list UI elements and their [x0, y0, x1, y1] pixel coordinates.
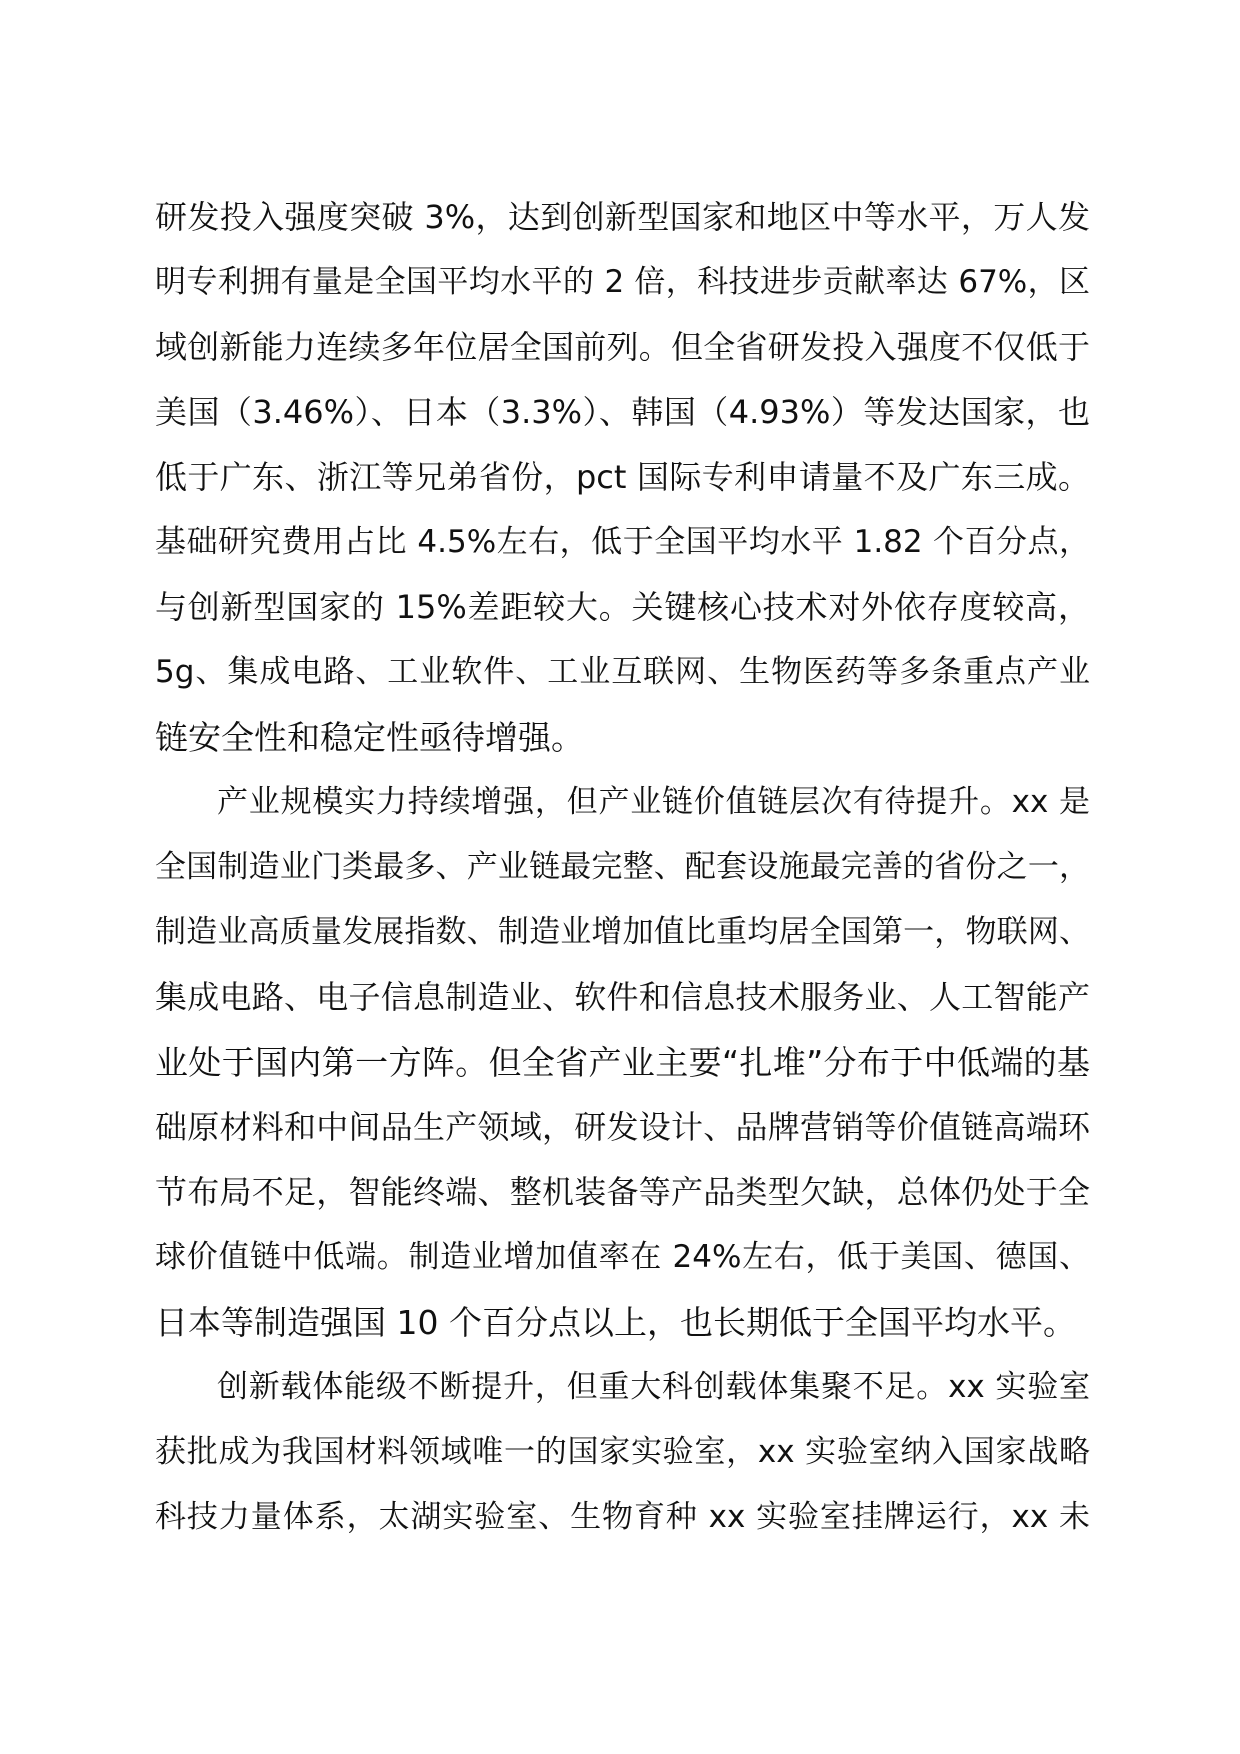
text-line: 科技力量体系，太湖实验室、生物育种 xx 实验室挂牌运行，xx 未 [155, 1499, 1090, 1535]
text-line: 美国（3.46%）、日本（3.3%）、韩国（4.93%）等发达国家，也 [155, 393, 1090, 431]
text-line: 链安全性和稳定性亟待增强。 [155, 718, 584, 757]
text-line: 低于广东、浙江等兄弟省份，pct 国际专利申请量不及广东三成。 [155, 458, 1090, 496]
text-line: 获批成为我国材料领域唯一的国家实验室，xx 实验室纳入国家战略 [155, 1434, 1090, 1470]
text-line: 球价值链中低端。制造业增加值率在 24%左右，低于美国、德国、 [155, 1239, 1090, 1275]
text-line: 础原材料和中间品生产领域，研发设计、品牌营销等价值链高端环 [155, 1108, 1090, 1146]
text-line: 节布局不足，智能终端、整机装备等产品类型欠缺，总体仍处于全 [155, 1173, 1090, 1211]
paragraph-first-line: 创新载体能级不断提升，但重大科创载体集聚不足。xx 实验室 [217, 1369, 1090, 1405]
text-line: 研发投入强度突破 3%，达到创新型国家和地区中等水平，万人发 [155, 198, 1090, 236]
text-line: 明专利拥有量是全国平均水平的 2 倍，科技进步贡献率达 67%，区 [155, 264, 1090, 300]
text-line: 基础研究费用占比 4.5%左右，低于全国平均水平 1.82 个百分点， [155, 524, 1090, 560]
text-line: 集成电路、电子信息制造业、软件和信息技术服务业、人工智能产 [155, 978, 1090, 1016]
text-line: 5g、集成电路、工业软件、工业互联网、生物医药等多条重点产业 [155, 654, 1090, 690]
body-text [155, 185, 1090, 1550]
text-line: 全国制造业门类最多、产业链最完整、配套设施最完善的省份之一， [155, 849, 1090, 885]
paragraph-first-line: 产业规模实力持续增强，但产业链价值链层次有待提升。xx 是 [217, 784, 1090, 820]
text-line: 域创新能力连续多年位居全国前列。但全省研发投入强度不仅低于 [155, 328, 1090, 366]
text-line: 制造业高质量发展指数、制造业增加值比重均居全国第一，物联网、 [155, 914, 1090, 950]
text-line: 与创新型国家的 15%差距较大。关键核心技术对外依存度较高， [155, 588, 1090, 626]
text-line: 日本等制造强国 10 个百分点以上，也长期低于全国平均水平。 [155, 1303, 1076, 1342]
text-line: 业处于国内第一方阵。但全省产业主要“扎堆”分布于中低端的基 [155, 1043, 1090, 1082]
